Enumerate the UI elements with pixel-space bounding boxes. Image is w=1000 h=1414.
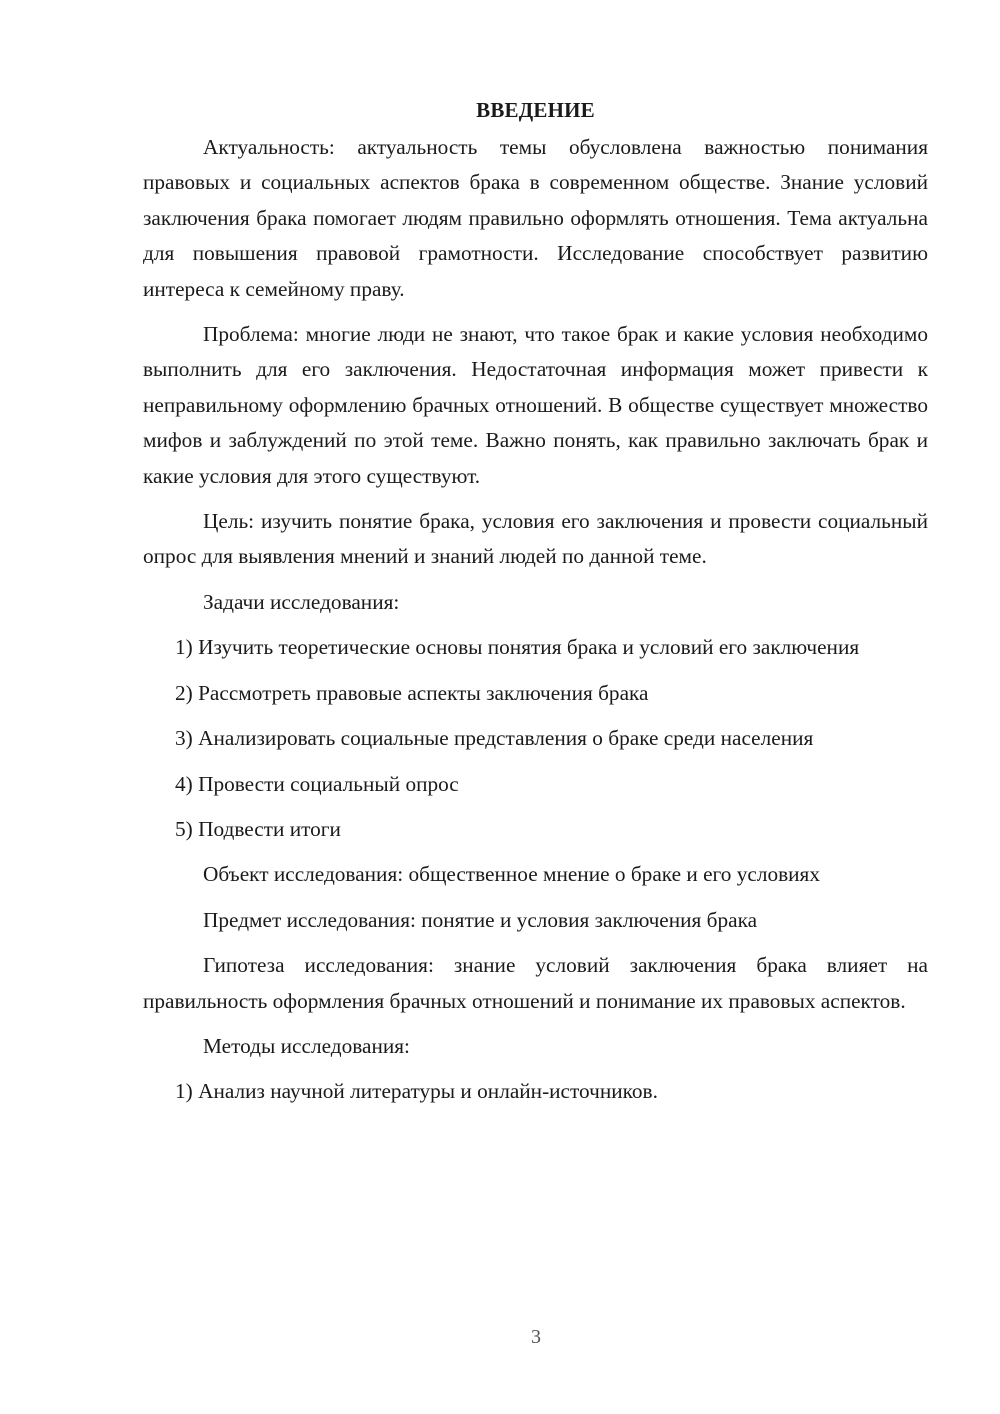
relevance-paragraph: Актуальность: актуальность темы обусловлена важностью понимания правовых и социальных аспектов брака в современном обществе. Знание условий заключения брака помогает людям правильно оформлять отношения. Тема актуальна для повышения правовой грамотности. Исследование способствует развитию интереса к семейному праву. (143, 135, 928, 301)
document-page (143, 92, 928, 1120)
object-paragraph: Объект исследования: общественное мнение о браке и его условиях (203, 862, 821, 887)
task-item: 1) Изучить теоретические основы понятия брака и условий его заключения (175, 635, 860, 660)
goal-paragraph: Цель: изучить понятие брака, условия его заключения и провести социальный опрос для выявления мнений и знаний людей по данной теме. (143, 509, 928, 569)
method-item: 1) Анализ научной литературы и онлайн-источников. (175, 1079, 658, 1104)
page-number: 3 (531, 1326, 541, 1348)
problem-paragraph: Проблема: многие люди не знают, что такое брак и какие условия необходимо выполнить для его заключения. Недостаточная информация может привести к неправильному оформлению брачных отношений. В обществе существует множество мифов и заблуждений по этой теме. Важно понять, как правильно заключать брак и какие условия для этого существуют. (143, 322, 928, 488)
task-item: 2) Рассмотреть правовые аспекты заключения брака (175, 680, 649, 705)
subject-paragraph: Предмет исследования: понятие и условия заключения брака (203, 907, 758, 932)
tasks-heading: Задачи исследования: (203, 589, 400, 614)
hypothesis-paragraph: Гипотеза исследования: знание условий заключения брака влияет на правильность оформления брачных отношений и понимание их правовых аспектов. (143, 953, 928, 1013)
methods-heading: Методы исследования: (203, 1033, 410, 1058)
task-item: 4) Провести социальный опрос (175, 771, 459, 796)
task-item: 5) Подвести итоги (175, 816, 341, 841)
task-item: 3) Анализировать социальные представления о браке среди населения (175, 726, 814, 751)
section-title: ВВЕДЕНИЕ (476, 98, 595, 122)
